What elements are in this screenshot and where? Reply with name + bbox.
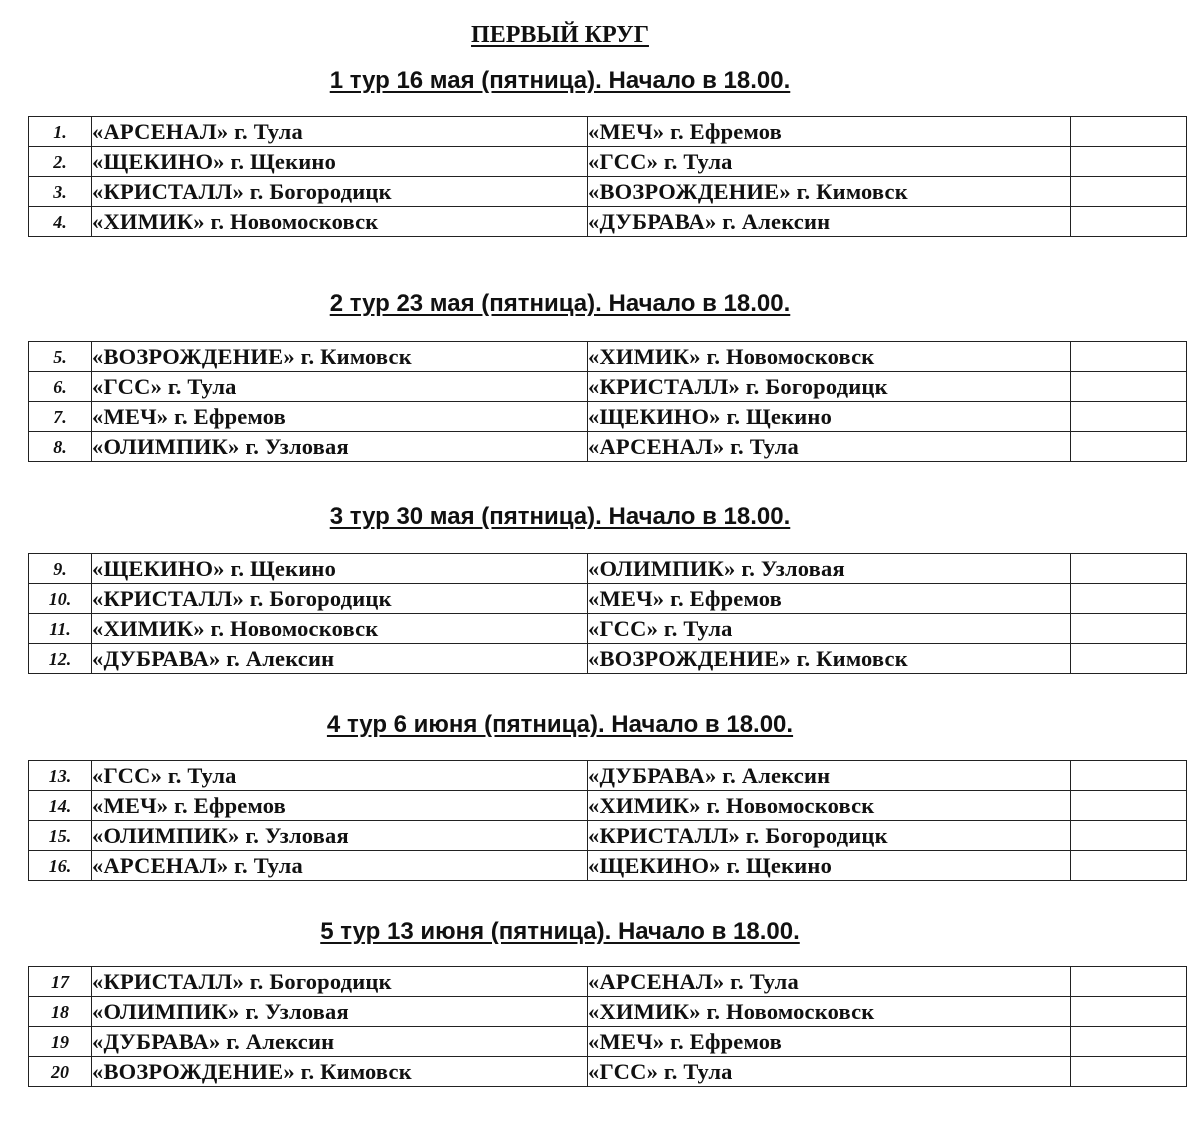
home-team: «КРИСТАЛЛ» г. Богородицк <box>92 967 588 997</box>
away-team: «ВОЗРОЖДЕНИЕ» г. Кимовск <box>588 644 1071 674</box>
away-team: «ВОЗРОЖДЕНИЕ» г. Кимовск <box>588 177 1071 207</box>
round-3-table <box>28 553 1187 674</box>
away-team: «ЩЕКИНО» г. Щекино <box>588 851 1071 881</box>
round-heading: 1 тур 16 мая (пятница). Начало в 18.00. <box>329 67 791 94</box>
table-row <box>29 1057 1187 1087</box>
away-team: «МЕЧ» г. Ефремов <box>588 117 1071 147</box>
score-cell <box>1071 821 1187 851</box>
table-row <box>29 1027 1187 1057</box>
away-team: «ЩЕКИНО» г. Щекино <box>588 402 1071 432</box>
away-team: «ГСС» г. Тула <box>588 614 1071 644</box>
score-cell <box>1071 177 1187 207</box>
home-team: «АРСЕНАЛ» г. Тула <box>92 117 588 147</box>
round-1-table <box>28 116 1187 237</box>
match-number: 2. <box>29 147 92 177</box>
match-number: 14. <box>29 791 92 821</box>
table-row <box>29 967 1187 997</box>
away-team: «ГСС» г. Тула <box>588 147 1071 177</box>
table-row <box>29 147 1187 177</box>
home-team: «МЕЧ» г. Ефремов <box>92 402 588 432</box>
away-team: «МЕЧ» г. Ефремов <box>588 1027 1071 1057</box>
match-number: 12. <box>29 644 92 674</box>
match-number: 17 <box>29 967 92 997</box>
away-team: «ОЛИМПИК» г. Узловая <box>588 554 1071 584</box>
table-row <box>29 584 1187 614</box>
home-team: «ХИМИК» г. Новомосковск <box>92 207 588 237</box>
home-team: «ОЛИМПИК» г. Узловая <box>92 821 588 851</box>
away-team: «МЕЧ» г. Ефремов <box>588 584 1071 614</box>
home-team: «ЩЕКИНО» г. Щекино <box>92 147 588 177</box>
score-cell <box>1071 147 1187 177</box>
home-team: «ЩЕКИНО» г. Щекино <box>92 554 588 584</box>
table-row <box>29 117 1187 147</box>
home-team: «ОЛИМПИК» г. Узловая <box>92 997 588 1027</box>
score-cell <box>1071 644 1187 674</box>
home-team: «ДУБРАВА» г. Алексин <box>92 1027 588 1057</box>
match-number: 10. <box>29 584 92 614</box>
match-number: 1. <box>29 117 92 147</box>
match-number: 8. <box>29 432 92 462</box>
home-team: «КРИСТАЛЛ» г. Богородицк <box>92 177 588 207</box>
match-number: 7. <box>29 402 92 432</box>
score-cell <box>1071 554 1187 584</box>
away-team: «ДУБРАВА» г. Алексин <box>588 761 1071 791</box>
table-row <box>29 432 1187 462</box>
score-cell <box>1071 967 1187 997</box>
match-number: 4. <box>29 207 92 237</box>
round-4-table <box>28 760 1187 881</box>
table-row <box>29 821 1187 851</box>
away-team: «АРСЕНАЛ» г. Тула <box>588 432 1071 462</box>
match-number: 18 <box>29 997 92 1027</box>
table-row <box>29 791 1187 821</box>
away-team: «ХИМИК» г. Новомосковск <box>588 342 1071 372</box>
home-team: «ВОЗРОЖДЕНИЕ» г. Кимовск <box>92 342 588 372</box>
score-cell <box>1071 432 1187 462</box>
score-cell <box>1071 207 1187 237</box>
match-number: 9. <box>29 554 92 584</box>
table-row <box>29 342 1187 372</box>
away-team: «КРИСТАЛЛ» г. Богородицк <box>588 372 1071 402</box>
table-row <box>29 644 1187 674</box>
home-team: «КРИСТАЛЛ» г. Богородицк <box>92 584 588 614</box>
home-team: «ОЛИМПИК» г. Узловая <box>92 432 588 462</box>
score-cell <box>1071 584 1187 614</box>
score-cell <box>1071 997 1187 1027</box>
home-team: «ХИМИК» г. Новомосковск <box>92 614 588 644</box>
away-team: «КРИСТАЛЛ» г. Богородицк <box>588 821 1071 851</box>
match-number: 6. <box>29 372 92 402</box>
score-cell <box>1071 851 1187 881</box>
page-title: ПЕРВЫЙ КРУГ <box>471 22 649 48</box>
away-team: «ДУБРАВА» г. Алексин <box>588 207 1071 237</box>
match-number: 13. <box>29 761 92 791</box>
table-row <box>29 761 1187 791</box>
table-row <box>29 851 1187 881</box>
round-heading: 5 тур 13 июня (пятница). Начало в 18.00. <box>320 918 800 945</box>
score-cell <box>1071 117 1187 147</box>
home-team: «АРСЕНАЛ» г. Тула <box>92 851 588 881</box>
score-cell <box>1071 614 1187 644</box>
score-cell <box>1071 761 1187 791</box>
score-cell <box>1071 402 1187 432</box>
away-team: «АРСЕНАЛ» г. Тула <box>588 967 1071 997</box>
score-cell <box>1071 1027 1187 1057</box>
table-row <box>29 207 1187 237</box>
score-cell <box>1071 372 1187 402</box>
round-heading: 4 тур 6 июня (пятница). Начало в 18.00. <box>326 711 794 738</box>
round-heading: 2 тур 23 мая (пятница). Начало в 18.00. <box>329 290 791 317</box>
score-cell <box>1071 1057 1187 1087</box>
away-team: «ХИМИК» г. Новомосковск <box>588 997 1071 1027</box>
table-row <box>29 177 1187 207</box>
home-team: «МЕЧ» г. Ефремов <box>92 791 588 821</box>
score-cell <box>1071 791 1187 821</box>
away-team: «ГСС» г. Тула <box>588 1057 1071 1087</box>
table-row <box>29 997 1187 1027</box>
round-heading: 3 тур 30 мая (пятница). Начало в 18.00. <box>329 503 791 530</box>
round-5-table <box>28 966 1187 1087</box>
match-number: 11. <box>29 614 92 644</box>
table-row <box>29 614 1187 644</box>
match-number: 16. <box>29 851 92 881</box>
away-team: «ХИМИК» г. Новомосковск <box>588 791 1071 821</box>
home-team: «ГСС» г. Тула <box>92 761 588 791</box>
round-2-table <box>28 341 1187 462</box>
match-number: 5. <box>29 342 92 372</box>
table-row <box>29 554 1187 584</box>
home-team: «ВОЗРОЖДЕНИЕ» г. Кимовск <box>92 1057 588 1087</box>
table-row <box>29 372 1187 402</box>
match-number: 3. <box>29 177 92 207</box>
score-cell <box>1071 342 1187 372</box>
home-team: «ДУБРАВА» г. Алексин <box>92 644 588 674</box>
match-number: 19 <box>29 1027 92 1057</box>
home-team: «ГСС» г. Тула <box>92 372 588 402</box>
match-number: 20 <box>29 1057 92 1087</box>
table-row <box>29 402 1187 432</box>
match-number: 15. <box>29 821 92 851</box>
